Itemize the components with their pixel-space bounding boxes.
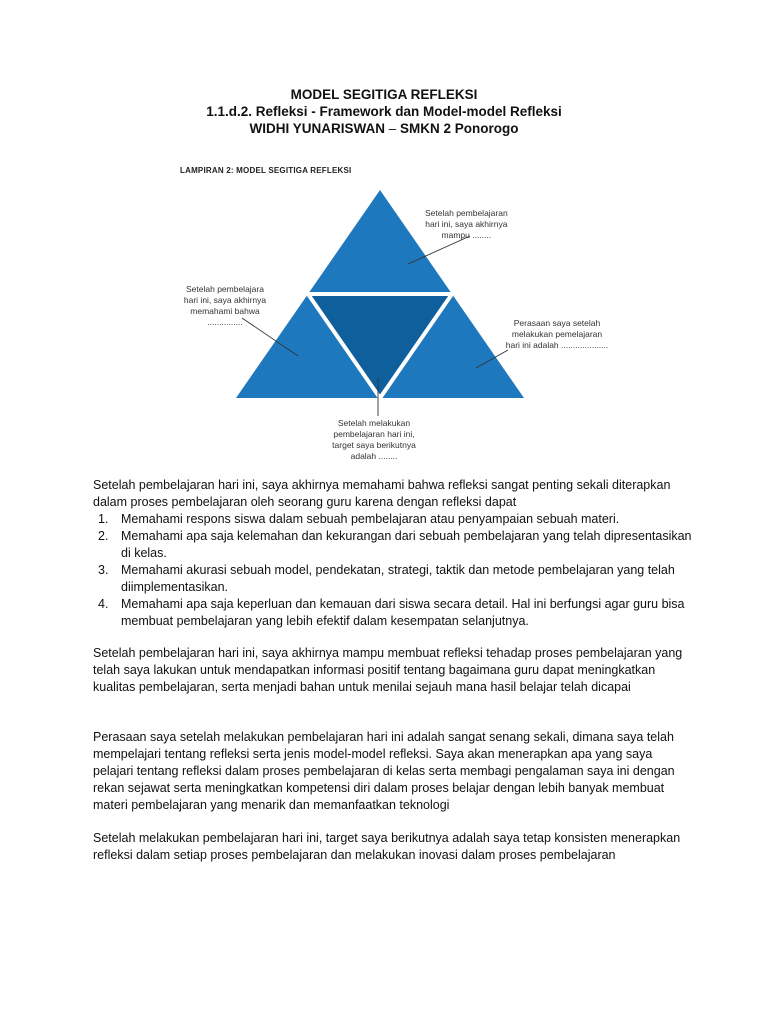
list-text: Memahami akurasi sebuah model, pendekatan, strategi, taktik dan metode pembelajaran yang telah diimplementasikan. bbox=[121, 563, 675, 594]
callout-line: Perasaan saya setelah bbox=[513, 318, 601, 328]
list-number: 2. bbox=[98, 529, 109, 543]
list-item bbox=[93, 562, 693, 596]
list-item bbox=[93, 596, 693, 630]
author-school: SMKN 2 Ponorogo bbox=[400, 121, 519, 136]
callout-line: hari ini, saya akhirnya bbox=[183, 295, 267, 305]
list-number: 3. bbox=[98, 563, 109, 577]
paragraph-capability: Setelah pembelajaran hari ini, saya akhirnya mampu membuat refleksi tehadap proses pembelajaran yang telah saya lakukan untuk mendapatkan informasi positif tentang bagaimana guru dapat meningkatkan kualitas pembelajaran, serta menjadi bahan untuk menilai sejauh mana hasil belajar telah dicapai bbox=[93, 646, 683, 694]
benefits-list bbox=[93, 511, 693, 630]
callout-right bbox=[502, 318, 612, 351]
callout-line: ............... bbox=[207, 317, 243, 327]
callout-line: melakukan pemelajaran bbox=[511, 329, 603, 339]
reflection-triangle-figure bbox=[170, 160, 610, 470]
callout-line: adalah ........ bbox=[350, 451, 398, 461]
paragraph-intro: Setelah pembelajaran hari ini, saya akhirnya memahami bahwa refleksi sangat penting sekali diterapkan dalam proses pembelajaran oleh seorang guru karena dengan refleksi dapat bbox=[93, 478, 671, 509]
list-item bbox=[93, 528, 693, 562]
figure-title: LAMPIRAN 2: MODEL SEGITIGA REFLEKSI bbox=[180, 166, 352, 175]
callout-bottom bbox=[324, 418, 424, 462]
callout-line: Setelah pembelajara bbox=[186, 284, 264, 294]
list-text: Memahami apa saja kelemahan dan kekurangan dari sebuah pembelajaran yang telah dipresentasikan di kelas. bbox=[121, 529, 692, 560]
paragraph-target: Setelah melakukan pembelajaran hari ini, target saya berikutnya adalah saya tetap konsisten menerapkan refleksi dalam setiap proses pembelajaran dan melakukan inovasi dalam proses pembelajaran bbox=[93, 831, 681, 862]
document-title: MODEL SEGITIGA REFLEKSI bbox=[290, 87, 478, 102]
document-subtitle: 1.1.d.2. Refleksi - Framework dan Model-model Refleksi bbox=[206, 104, 562, 119]
author-separator: – bbox=[388, 121, 397, 136]
list-number: 1. bbox=[98, 512, 109, 526]
callout-line: target saya berikutnya bbox=[332, 440, 416, 450]
callout-line: hari ini, saya akhirnya bbox=[425, 219, 508, 229]
author-line bbox=[0, 120, 768, 137]
list-text: Memahami respons siswa dalam sebuah pembelajaran atau penyampaian sebuah materi. bbox=[121, 512, 620, 526]
callout-line: Setelah pembelajaran bbox=[425, 208, 508, 218]
callout-line: hari ini adalah .................... bbox=[505, 340, 609, 350]
callout-line: memahami bahwa bbox=[190, 306, 260, 316]
callout-left bbox=[170, 284, 280, 328]
list-item bbox=[93, 511, 693, 528]
callout-line: pembelajaran hari ini, bbox=[333, 429, 415, 439]
callout-top bbox=[425, 208, 508, 241]
callout-line: Setelah melakukan bbox=[337, 418, 411, 428]
list-number: 4. bbox=[98, 597, 109, 611]
author-name: WIDHI YUNARISWAN bbox=[249, 121, 385, 136]
callout-line: mampu ........ bbox=[441, 230, 492, 240]
document-header bbox=[0, 86, 768, 137]
paragraph-feeling: Perasaan saya setelah melakukan pembelajaran hari ini adalah sangat senang sekali, dimana saya telah mempelajari tentang refleksi serta jenis model-model refleksi. Saya akan menerapkan apa yang saya pelajari tentang refleksi dalam proses pembelajaran di kelas serta membagi pengalaman saya ini dengan rekan sejawat serta meningkatkan kompetensi diri dalam proses belajar dengan lebih banyak membuat materi pembelajaran yang menarik dan memanfaatkan teknologi bbox=[93, 730, 675, 812]
list-text: Memahami apa saja keperluan dan kemauan dari siswa secara detail. Hal ini berfungsi agar guru bisa membuat pembelajaran yang lebih efektif dalam kesempatan selanjutnya. bbox=[121, 597, 685, 628]
